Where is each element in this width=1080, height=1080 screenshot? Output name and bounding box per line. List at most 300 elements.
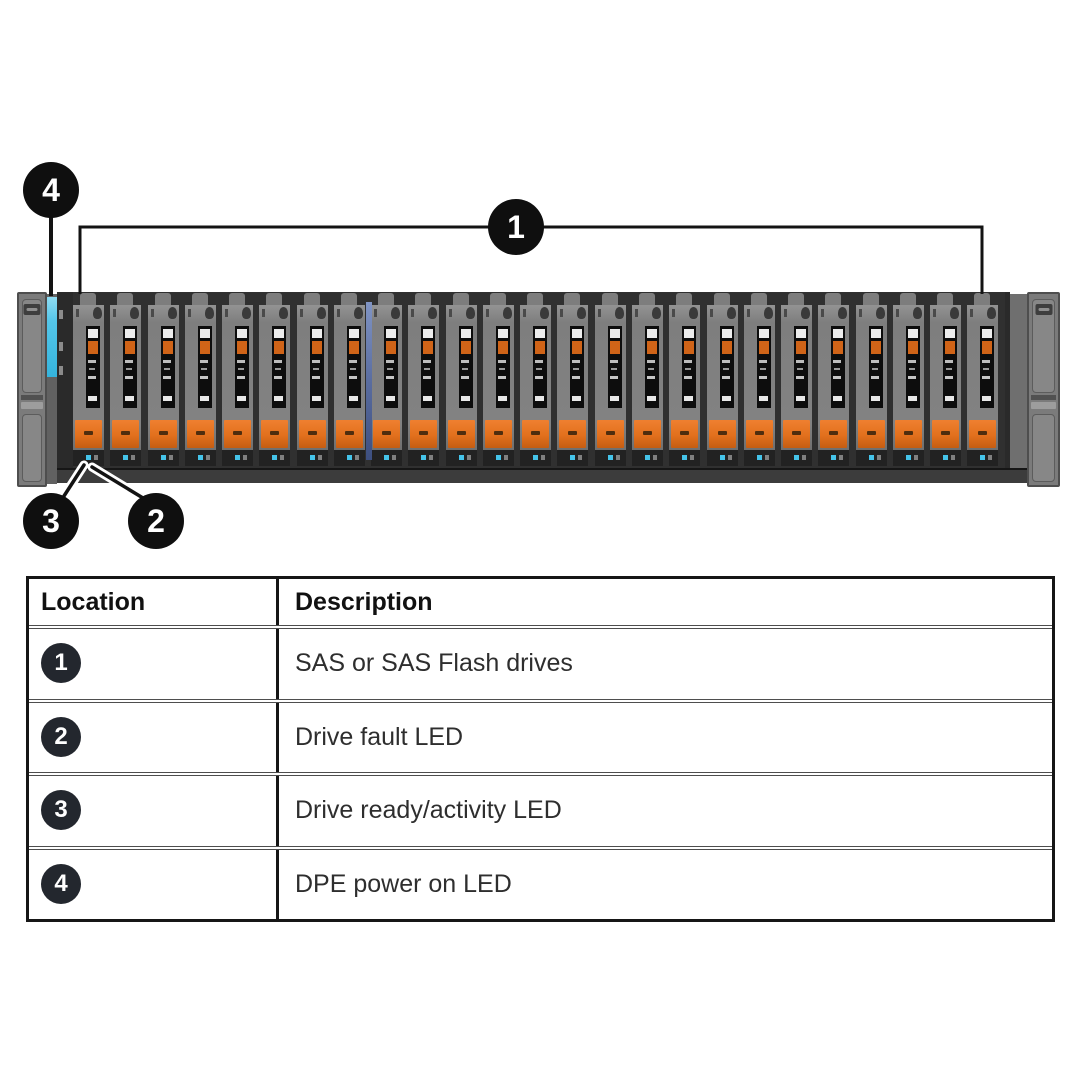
- drive-slot: [744, 292, 781, 468]
- drive-label-orange-block: [908, 341, 918, 354]
- drive-latch-notch: [764, 307, 773, 319]
- drive-label-text-mark: [572, 376, 580, 379]
- drive-carrier-slot-mark: [784, 309, 787, 317]
- drive-latch-notch: [801, 307, 810, 319]
- drive-pull-tab: [709, 420, 736, 448]
- drive-label-white-block: [572, 329, 582, 338]
- drive-latch-notch: [279, 307, 288, 319]
- drive-label-text-mark: [126, 368, 132, 370]
- left-rack-ear: [17, 292, 47, 487]
- drive-pull-tab: [783, 420, 810, 448]
- drive-pull-tab-grip: [643, 431, 652, 435]
- drive-pull-tab: [448, 420, 475, 448]
- drive-label-text-mark: [945, 376, 953, 379]
- drive-label-text-mark: [125, 360, 133, 363]
- drive-label: [869, 326, 883, 408]
- drive-label-white-block: [647, 329, 657, 338]
- drive-latch-tab: [415, 293, 431, 305]
- drive-carrier-slot-mark: [374, 309, 377, 317]
- right-ear-groove: [1031, 395, 1056, 400]
- drive-pull-tab: [261, 420, 288, 448]
- drive-pull-tab: [336, 420, 363, 448]
- drive-label-text-mark: [88, 376, 96, 379]
- drive-latch-notch: [838, 307, 847, 319]
- drive-led-strip: [893, 450, 924, 466]
- drive-fault-led: [951, 455, 955, 460]
- drive-pull-tab-grip: [345, 431, 354, 435]
- drive-fault-led: [243, 455, 247, 460]
- drive-label-text-mark: [572, 396, 581, 401]
- drive-fault-led: [280, 455, 284, 460]
- drive-label-text-mark: [423, 396, 432, 401]
- drive-slot: [259, 292, 296, 468]
- drive-latch-tab: [229, 293, 245, 305]
- drive-label-orange-block: [684, 341, 694, 354]
- right-ear-lower-panel: [1032, 414, 1055, 482]
- drive-led-strip: [446, 450, 477, 466]
- drive-label-white-block: [945, 329, 955, 338]
- drive-label-text-mark: [871, 396, 880, 401]
- drive-slot: [520, 292, 557, 468]
- drive-latch-tab: [564, 293, 580, 305]
- drive-label-text-mark: [945, 396, 954, 401]
- drive-latch-tab: [304, 293, 320, 305]
- callout-2-badge: 2: [128, 493, 184, 549]
- drive-pull-tab: [671, 420, 698, 448]
- drive-latch-tab: [788, 293, 804, 305]
- drive-fault-led: [504, 455, 508, 460]
- drive-label-white-block: [684, 329, 694, 338]
- drive-label-text-mark: [200, 360, 208, 363]
- drive-ready-activity-led: [682, 455, 687, 460]
- drive-label-orange-block: [759, 341, 769, 354]
- callout-4-badge: 4: [23, 162, 79, 218]
- left-ear-emblem-icon: [24, 304, 41, 315]
- drive-pull-tab: [75, 420, 102, 448]
- drive-led-strip: [707, 450, 738, 466]
- drive-latch-notch: [93, 307, 102, 319]
- location-cell: [29, 629, 279, 699]
- drive-latch-notch: [130, 307, 139, 319]
- drive-pull-tab-grip: [196, 431, 205, 435]
- drive-ready-activity-led: [906, 455, 911, 460]
- drive-ready-activity-led: [757, 455, 762, 460]
- drive-label-text-mark: [982, 360, 990, 363]
- drive-pull-tab: [150, 420, 177, 448]
- drive-fault-led: [355, 455, 359, 460]
- drive-label-text-mark: [237, 396, 246, 401]
- drive-ready-activity-led: [720, 455, 725, 460]
- drive-label: [906, 326, 920, 408]
- drive-pull-tab-grip: [978, 431, 987, 435]
- drive-fault-led: [690, 455, 694, 460]
- drive-label-orange-block: [833, 341, 843, 354]
- drive-pull-tab: [410, 420, 437, 448]
- drive-pull-tab: [820, 420, 847, 448]
- drive-led-strip: [110, 450, 141, 466]
- drive-ready-activity-led: [980, 455, 985, 460]
- drive-label-text-mark: [908, 360, 916, 363]
- drive-latch-tab: [378, 293, 394, 305]
- right-ear-handle: [1031, 402, 1056, 409]
- drive-pull-tab: [373, 420, 400, 448]
- drive-carrier-slot-mark: [225, 309, 228, 317]
- drive-label-text-mark: [760, 368, 766, 370]
- drive-carrier-slot-mark: [188, 309, 191, 317]
- drive-slot: [408, 292, 445, 468]
- drive-latch-tab: [341, 293, 357, 305]
- drive-label-text-mark: [648, 368, 654, 370]
- drive-carrier-slot-mark: [560, 309, 563, 317]
- drive-label-text-mark: [684, 360, 692, 363]
- callout-3-badge: 3: [23, 493, 79, 549]
- drive-latch-notch: [577, 307, 586, 319]
- drive-label-orange-block: [125, 341, 135, 354]
- location-badge: 2: [41, 717, 81, 757]
- drive-label-text-mark: [275, 368, 281, 370]
- drive-label-text-mark: [908, 396, 917, 401]
- drive-label-white-block: [796, 329, 806, 338]
- drive-label: [272, 326, 286, 408]
- drive-label-white-block: [461, 329, 471, 338]
- drive-label-text-mark: [349, 396, 358, 401]
- drive-label: [496, 326, 510, 408]
- drive-label-white-block: [349, 329, 359, 338]
- drive-pull-tab-grip: [792, 431, 801, 435]
- drive-label-orange-block: [163, 341, 173, 354]
- drive-ready-activity-led: [570, 455, 575, 460]
- drive-latch-tab: [974, 293, 990, 305]
- drive-latch-tab: [192, 293, 208, 305]
- drive-label: [384, 326, 398, 408]
- drive-pull-tab-grip: [718, 431, 727, 435]
- drive-slot: [856, 292, 893, 468]
- drive-label-text-mark: [274, 376, 282, 379]
- drive-carrier-slot-mark: [76, 309, 79, 317]
- drive-label-text-mark: [610, 396, 619, 401]
- drive-label-text-mark: [423, 360, 431, 363]
- drive-carrier-slot-mark: [672, 309, 675, 317]
- drive-label-orange-block: [945, 341, 955, 354]
- drive-fault-led: [653, 455, 657, 460]
- drive-label-text-mark: [759, 396, 768, 401]
- drive-led-strip: [148, 450, 179, 466]
- drive-slot: [669, 292, 706, 468]
- drive-label-text-mark: [833, 360, 841, 363]
- drive-label-text-mark: [685, 368, 691, 370]
- drive-pull-tab-grip: [84, 431, 93, 435]
- drive-ready-activity-led: [198, 455, 203, 460]
- drive-label-text-mark: [312, 396, 321, 401]
- drive-label-text-mark: [833, 396, 842, 401]
- location-badge: 3: [41, 790, 81, 830]
- drive-pull-tab-grip: [159, 431, 168, 435]
- chassis-latch-tick: [59, 310, 63, 319]
- drive-latch-notch: [503, 307, 512, 319]
- drive-led-strip: [669, 450, 700, 466]
- drive-slot: [483, 292, 520, 468]
- drive-latch-tab: [266, 293, 282, 305]
- drive-pull-tab: [559, 420, 586, 448]
- drive-latch-tab: [80, 293, 96, 305]
- drive-latch-notch: [391, 307, 400, 319]
- drive-pull-tab-grip: [531, 431, 540, 435]
- drive-fault-led: [765, 455, 769, 460]
- drive-fault-led: [392, 455, 396, 460]
- drive-latch-notch: [615, 307, 624, 319]
- drive-label-text-mark: [759, 360, 767, 363]
- drive-pull-tab: [932, 420, 959, 448]
- drive-ready-activity-led: [235, 455, 240, 460]
- drive-carrier-slot-mark: [262, 309, 265, 317]
- drive-led-strip: [744, 450, 775, 466]
- drive-label: [682, 326, 696, 408]
- drive-fault-led: [541, 455, 545, 460]
- description-cell: DPE power on LED: [295, 869, 512, 898]
- drive-label-orange-block: [200, 341, 210, 354]
- drive-label-text-mark: [535, 376, 543, 379]
- drive-label-text-mark: [572, 360, 580, 363]
- drive-label-text-mark: [535, 360, 543, 363]
- drive-latch-notch: [242, 307, 251, 319]
- drive-pull-tab: [112, 420, 139, 448]
- drive-label-text-mark: [796, 396, 805, 401]
- drive-ready-activity-led: [86, 455, 91, 460]
- drive-label-text-mark: [573, 368, 579, 370]
- drive-label-text-mark: [88, 360, 96, 363]
- drive-led-strip: [371, 450, 402, 466]
- drive-label-white-block: [908, 329, 918, 338]
- drive-label: [161, 326, 175, 408]
- drive-carrier-slot-mark: [821, 309, 824, 317]
- drive-label-text-mark: [163, 376, 171, 379]
- drive-label-white-block: [535, 329, 545, 338]
- drive-label-white-block: [200, 329, 210, 338]
- drive-label-text-mark: [610, 376, 618, 379]
- drive-slot: [893, 292, 930, 468]
- drive-latch-notch: [987, 307, 996, 319]
- drive-label-white-block: [722, 329, 732, 338]
- drive-fault-led: [839, 455, 843, 460]
- drive-pull-tab: [969, 420, 996, 448]
- chassis-latch-tick: [59, 366, 63, 375]
- drive-latch-tab: [490, 293, 506, 305]
- drive-led-strip: [73, 450, 104, 466]
- drive-label-white-block: [125, 329, 135, 338]
- drive-latch-notch: [317, 307, 326, 319]
- drive-pull-tab-grip: [755, 431, 764, 435]
- drive-slot: [222, 292, 259, 468]
- drive-latch-notch: [876, 307, 885, 319]
- drive-led-strip: [259, 450, 290, 466]
- drive-slot: [707, 292, 744, 468]
- right-ear-emblem-icon: [1035, 304, 1052, 315]
- drive-label: [645, 326, 659, 408]
- drive-label-text-mark: [722, 396, 731, 401]
- drive-label-text-mark: [89, 368, 95, 370]
- drive-label-text-mark: [983, 368, 989, 370]
- drive-fault-led: [988, 455, 992, 460]
- drive-led-strip: [185, 450, 216, 466]
- drive-slot: [110, 292, 147, 468]
- drive-label-text-mark: [908, 376, 916, 379]
- drive-carrier-slot-mark: [151, 309, 154, 317]
- drive-label-text-mark: [909, 368, 915, 370]
- drive-carrier-slot-mark: [635, 309, 638, 317]
- drive-carrier-slot-mark: [970, 309, 973, 317]
- drive-label-orange-block: [796, 341, 806, 354]
- drive-pull-tab: [895, 420, 922, 448]
- drive-label-text-mark: [722, 376, 730, 379]
- drive-label-white-block: [274, 329, 284, 338]
- drive-led-strip: [632, 450, 663, 466]
- drive-label-text-mark: [312, 376, 320, 379]
- drive-pull-tab-grip: [494, 431, 503, 435]
- drive-latch-tab: [900, 293, 916, 305]
- drive-latch-tab: [453, 293, 469, 305]
- drive-carrier-slot-mark: [113, 309, 116, 317]
- drive-label-text-mark: [872, 368, 878, 370]
- drive-label-text-mark: [498, 396, 507, 401]
- drive-latch-notch: [428, 307, 437, 319]
- drive-ready-activity-led: [421, 455, 426, 460]
- drive-pull-tab-grip: [457, 431, 466, 435]
- drive-slot: [818, 292, 855, 468]
- drive-label-text-mark: [274, 360, 282, 363]
- location-cell: [29, 850, 279, 920]
- location-cell: [29, 776, 279, 846]
- drive-carrier-slot-mark: [598, 309, 601, 317]
- drive-label-text-mark: [797, 368, 803, 370]
- drive-latch-tab: [117, 293, 133, 305]
- drive-fault-led: [914, 455, 918, 460]
- drive-label-white-block: [982, 329, 992, 338]
- drive-label-white-block: [498, 329, 508, 338]
- location-badge: 4: [41, 864, 81, 904]
- drive-label-orange-block: [722, 341, 732, 354]
- drive-slot: [185, 292, 222, 468]
- drive-ready-activity-led: [794, 455, 799, 460]
- drive-carrier-slot-mark: [523, 309, 526, 317]
- drive-latch-notch: [652, 307, 661, 319]
- drive-latch-tab: [714, 293, 730, 305]
- drive-label-orange-block: [88, 341, 98, 354]
- drive-label-text-mark: [274, 396, 283, 401]
- drive-carrier-slot-mark: [710, 309, 713, 317]
- description-cell: Drive fault LED: [295, 722, 464, 751]
- drive-pull-tab-grip: [829, 431, 838, 435]
- drive-label-white-block: [871, 329, 881, 338]
- drive-label-text-mark: [313, 368, 319, 370]
- drive-led-strip: [408, 450, 439, 466]
- drive-latch-notch: [727, 307, 736, 319]
- legend-table: [26, 576, 1055, 922]
- drive-pull-tab: [858, 420, 885, 448]
- drive-pull-tab-grip: [904, 431, 913, 435]
- drive-ready-activity-led: [459, 455, 464, 460]
- drive-pull-tab-grip: [941, 431, 950, 435]
- drive-slot: [297, 292, 334, 468]
- drive-slot: [371, 292, 408, 468]
- drive-fault-led: [169, 455, 173, 460]
- drive-slot: [73, 292, 110, 468]
- drive-label-text-mark: [647, 376, 655, 379]
- drive-pull-tab: [224, 420, 251, 448]
- table-row: [29, 772, 1052, 846]
- drive-pull-tab-grip: [680, 431, 689, 435]
- drive-label-text-mark: [499, 368, 505, 370]
- drive-pull-tab: [299, 420, 326, 448]
- drive-label-white-block: [610, 329, 620, 338]
- drive-label-text-mark: [945, 360, 953, 363]
- drive-ready-activity-led: [123, 455, 128, 460]
- drive-led-strip: [595, 450, 626, 466]
- drive-slot: [446, 292, 483, 468]
- drive-label-text-mark: [349, 360, 357, 363]
- drive-label: [757, 326, 771, 408]
- drive-led-strip: [297, 450, 328, 466]
- drive-label-orange-block: [982, 341, 992, 354]
- left-ear-handle: [21, 402, 43, 409]
- drive-pull-tab-grip: [270, 431, 279, 435]
- legend-table-header: [29, 579, 1052, 625]
- drive-pull-tab: [597, 420, 624, 448]
- left-ear-groove: [21, 395, 43, 400]
- drive-label-text-mark: [386, 376, 394, 379]
- drive-carrier-slot-mark: [449, 309, 452, 317]
- drive-label-text-mark: [723, 368, 729, 370]
- drive-led-strip: [967, 450, 998, 466]
- drive-label-text-mark: [982, 376, 990, 379]
- drive-label: [794, 326, 808, 408]
- drive-latch-tab: [937, 293, 953, 305]
- drive-label-text-mark: [201, 368, 207, 370]
- drive-label-text-mark: [163, 360, 171, 363]
- drive-led-strip: [818, 450, 849, 466]
- drive-label-orange-block: [498, 341, 508, 354]
- drive-label-white-block: [237, 329, 247, 338]
- drive-pull-tab-grip: [308, 431, 317, 435]
- drive-latch-notch: [466, 307, 475, 319]
- drive-led-strip: [930, 450, 961, 466]
- drive-label-text-mark: [684, 396, 693, 401]
- drive-label-text-mark: [684, 376, 692, 379]
- right-rack-ear: [1027, 292, 1060, 487]
- drive-label-text-mark: [535, 396, 544, 401]
- description-cell: SAS or SAS Flash drives: [295, 649, 573, 677]
- chassis-latch-tick: [59, 342, 63, 351]
- drive-label-text-mark: [461, 376, 469, 379]
- drive-slot: [930, 292, 967, 468]
- drive-latch-tab: [751, 293, 767, 305]
- drive-label-text-mark: [349, 376, 357, 379]
- drive-led-strip: [222, 450, 253, 466]
- drive-carrier-slot-mark: [896, 309, 899, 317]
- drive-latch-tab: [639, 293, 655, 305]
- description-cell: Drive ready/activity LED: [295, 796, 562, 824]
- drive-label-text-mark: [462, 368, 468, 370]
- drive-label-text-mark: [387, 368, 393, 370]
- drive-label-text-mark: [647, 396, 656, 401]
- chassis-left-wall: [57, 292, 73, 483]
- drive-label-text-mark: [796, 360, 804, 363]
- drive-ready-activity-led: [496, 455, 501, 460]
- drive-latch-notch: [354, 307, 363, 319]
- drive-ready-activity-led: [533, 455, 538, 460]
- drive-label: [608, 326, 622, 408]
- drive-label: [831, 326, 845, 408]
- drive-pull-tab: [746, 420, 773, 448]
